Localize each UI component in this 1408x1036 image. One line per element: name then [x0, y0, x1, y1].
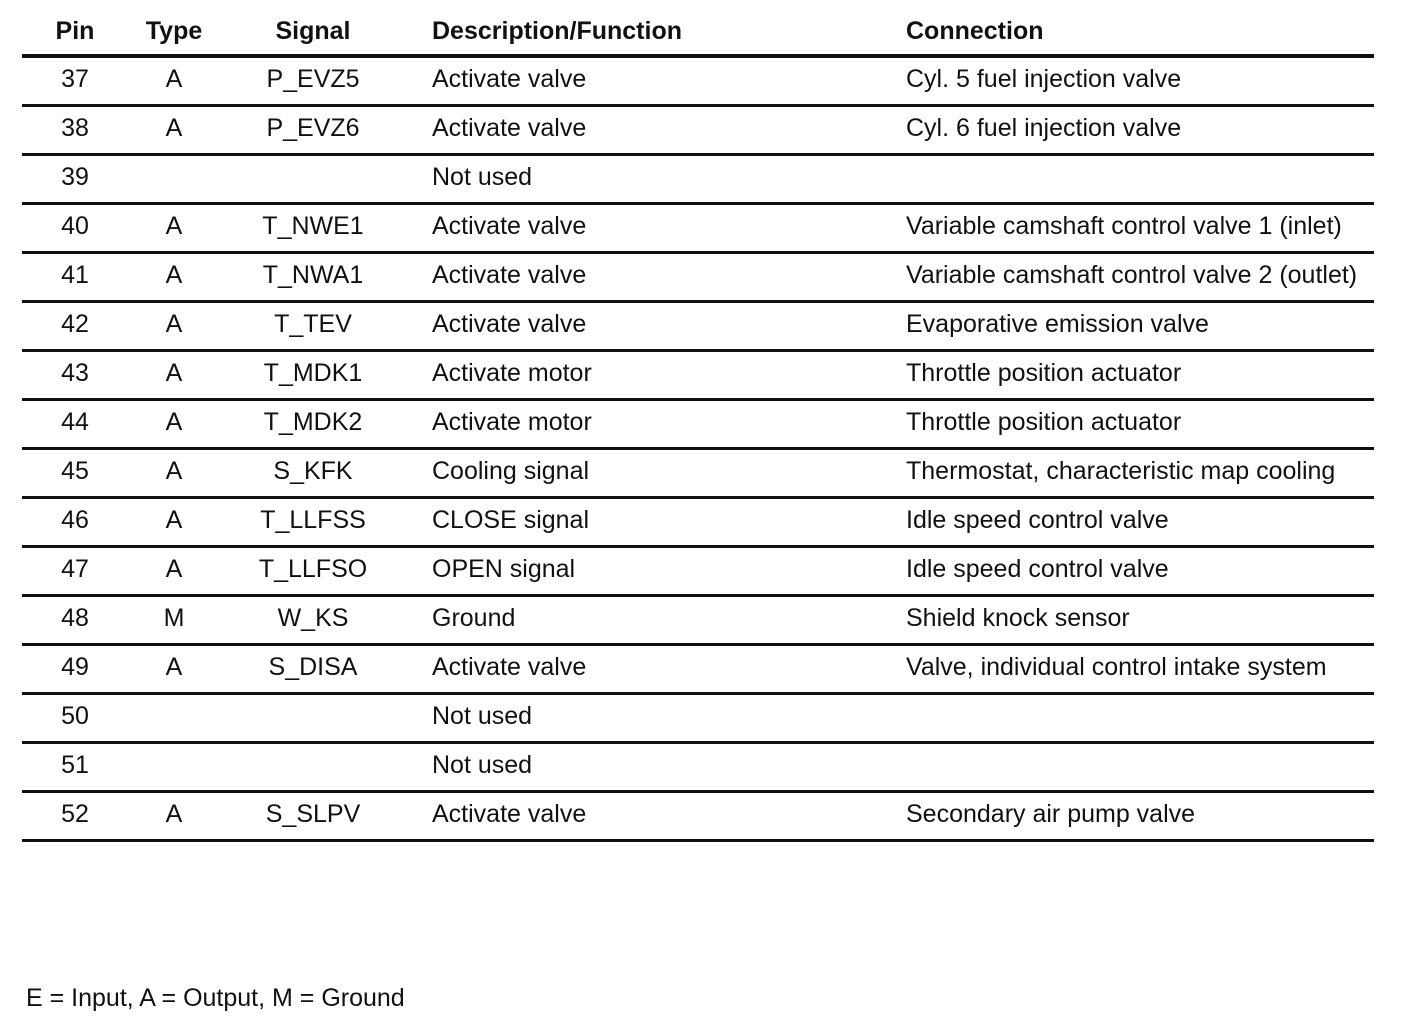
cell-signal: T_NWE1 — [220, 204, 406, 253]
cell-type: A — [128, 351, 220, 400]
cell-connection: Variable camshaft control valve 1 (inlet) — [880, 204, 1374, 253]
pin-table-container — [22, 10, 1374, 842]
cell-pin: 51 — [22, 743, 128, 792]
cell-connection: Shield knock sensor — [880, 596, 1374, 645]
table-row — [22, 596, 1374, 645]
cell-connection: Secondary air pump valve — [880, 792, 1374, 841]
cell-pin: 38 — [22, 106, 128, 155]
cell-type — [128, 155, 220, 204]
cell-description: CLOSE signal — [406, 498, 880, 547]
cell-signal: T_LLFSS — [220, 498, 406, 547]
cell-type: A — [128, 253, 220, 302]
legend-text: E = Input, A = Output, M = Ground — [26, 984, 405, 1012]
cell-signal: T_MDK2 — [220, 400, 406, 449]
cell-description: Activate valve — [406, 56, 880, 106]
cell-type: A — [128, 645, 220, 694]
cell-signal — [220, 694, 406, 743]
header-description: Description/Function — [406, 10, 880, 56]
cell-description: Not used — [406, 743, 880, 792]
cell-description: Not used — [406, 155, 880, 204]
header-signal: Signal — [220, 10, 406, 56]
cell-connection: Thermostat, characteristic map cooling — [880, 449, 1374, 498]
cell-description: Activate motor — [406, 351, 880, 400]
table-row — [22, 792, 1374, 841]
cell-connection: Evaporative emission valve — [880, 302, 1374, 351]
cell-signal: T_NWA1 — [220, 253, 406, 302]
table-row — [22, 204, 1374, 253]
table-row — [22, 498, 1374, 547]
cell-connection — [880, 694, 1374, 743]
table-row — [22, 106, 1374, 155]
cell-pin: 39 — [22, 155, 128, 204]
cell-description: Not used — [406, 694, 880, 743]
cell-type: A — [128, 547, 220, 596]
cell-signal: P_EVZ5 — [220, 56, 406, 106]
cell-pin: 37 — [22, 56, 128, 106]
header-connection: Connection — [880, 10, 1374, 56]
cell-type: A — [128, 498, 220, 547]
pin-assignment-table — [22, 10, 1374, 842]
cell-signal: T_TEV — [220, 302, 406, 351]
header-pin: Pin — [22, 10, 128, 56]
cell-connection: Idle speed control valve — [880, 498, 1374, 547]
cell-type: A — [128, 449, 220, 498]
cell-pin: 46 — [22, 498, 128, 547]
cell-connection: Cyl. 6 fuel injection valve — [880, 106, 1374, 155]
header-type: Type — [128, 10, 220, 56]
cell-signal — [220, 155, 406, 204]
cell-type: A — [128, 204, 220, 253]
table-row — [22, 547, 1374, 596]
cell-type: M — [128, 596, 220, 645]
cell-type: A — [128, 400, 220, 449]
cell-description: Cooling signal — [406, 449, 880, 498]
cell-type — [128, 743, 220, 792]
cell-connection: Variable camshaft control valve 2 (outlet) — [880, 253, 1374, 302]
cell-pin: 44 — [22, 400, 128, 449]
cell-pin: 49 — [22, 645, 128, 694]
cell-pin: 50 — [22, 694, 128, 743]
cell-signal — [220, 743, 406, 792]
cell-signal: S_DISA — [220, 645, 406, 694]
cell-signal: S_KFK — [220, 449, 406, 498]
cell-description: OPEN signal — [406, 547, 880, 596]
cell-description: Activate valve — [406, 302, 880, 351]
table-row — [22, 400, 1374, 449]
cell-signal: T_MDK1 — [220, 351, 406, 400]
cell-pin: 45 — [22, 449, 128, 498]
cell-description: Activate valve — [406, 792, 880, 841]
cell-type: A — [128, 106, 220, 155]
cell-connection — [880, 155, 1374, 204]
cell-description: Activate motor — [406, 400, 880, 449]
cell-connection: Valve, individual control intake system — [880, 645, 1374, 694]
cell-signal: S_SLPV — [220, 792, 406, 841]
cell-pin: 42 — [22, 302, 128, 351]
cell-connection: Throttle position actuator — [880, 351, 1374, 400]
header-row — [22, 10, 1374, 56]
cell-type: A — [128, 56, 220, 106]
cell-signal: W_KS — [220, 596, 406, 645]
cell-description: Activate valve — [406, 106, 880, 155]
table-row — [22, 253, 1374, 302]
table-row — [22, 302, 1374, 351]
cell-signal: P_EVZ6 — [220, 106, 406, 155]
table-row — [22, 645, 1374, 694]
cell-type: A — [128, 792, 220, 841]
cell-description: Ground — [406, 596, 880, 645]
cell-description: Activate valve — [406, 204, 880, 253]
cell-pin: 40 — [22, 204, 128, 253]
cell-connection: Cyl. 5 fuel injection valve — [880, 56, 1374, 106]
table-row — [22, 449, 1374, 498]
table-body — [22, 56, 1374, 841]
cell-connection: Idle speed control valve — [880, 547, 1374, 596]
cell-connection — [880, 743, 1374, 792]
cell-pin: 43 — [22, 351, 128, 400]
cell-type: A — [128, 302, 220, 351]
cell-signal: T_LLFSO — [220, 547, 406, 596]
cell-description: Activate valve — [406, 645, 880, 694]
table-row — [22, 694, 1374, 743]
cell-pin: 47 — [22, 547, 128, 596]
cell-pin: 41 — [22, 253, 128, 302]
cell-pin: 48 — [22, 596, 128, 645]
cell-description: Activate valve — [406, 253, 880, 302]
cell-pin: 52 — [22, 792, 128, 841]
table-row — [22, 351, 1374, 400]
table-row — [22, 56, 1374, 106]
cell-type — [128, 694, 220, 743]
table-row — [22, 743, 1374, 792]
cell-connection: Throttle position actuator — [880, 400, 1374, 449]
table-row — [22, 155, 1374, 204]
